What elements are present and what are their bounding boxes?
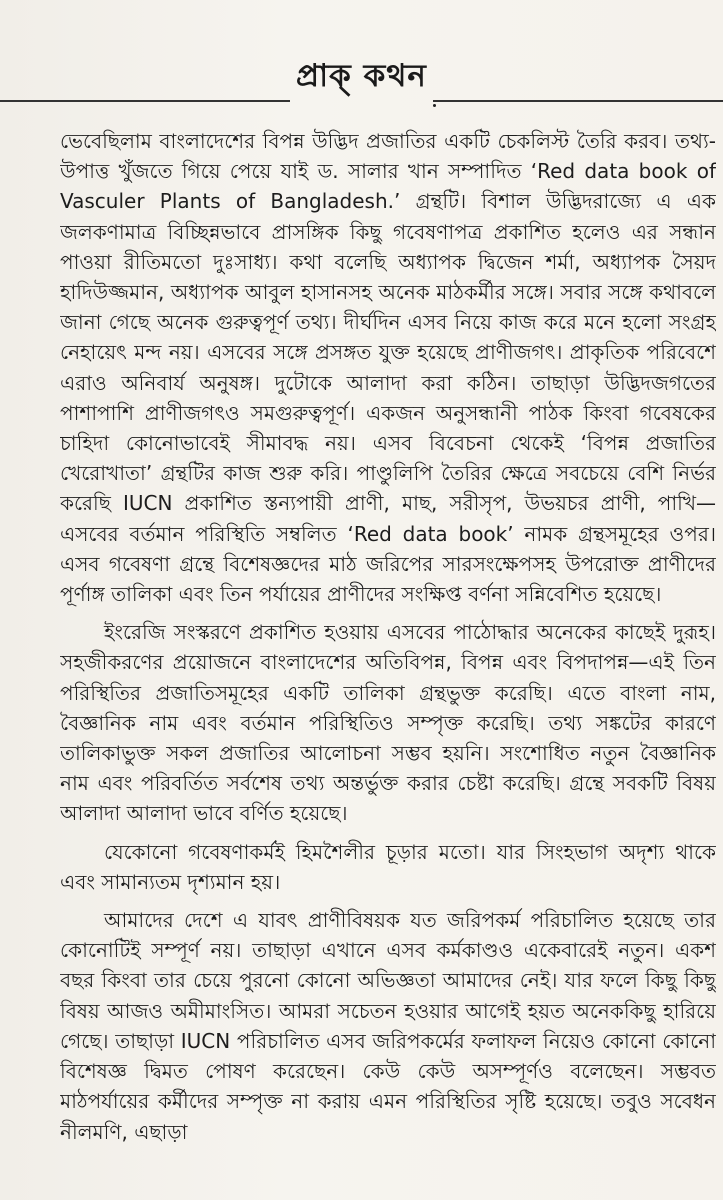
paragraph-1: ভেবেছিলাম বাংলাদেশের বিপন্ন উদ্ভিদ প্রজাতির একটি চেকলিস্ট তৈরি করব। তথ্য-উপাত্ত খুঁজতে গিয়ে পেয়ে যাই ড. সালার খান সম্পাদিত ‘Red data book of Vasculer Plants of Bangladesh.’ গ্রন্থটি। বিশাল উদ্ভিদরাজ্যে এ এক জলকণামাত্র বিচ্ছিন্নভাবে প্রাসঙ্গিক কিছু গবেষণাপত্র প্রকাশিত হলেও এর সন্ধান পাওয়া রীতিমতো দুঃসাধ্য। কথা বলেছি অধ্যাপক দ্বিজেন শর্মা, অধ্যাপক সৈয়দ হাদিউজ্জমান, অধ্যাপক আবুল হাসানসহ অনেক মাঠকর্মীর সঙ্গে। সবার সঙ্গে কথাবলে জানা গেছে অনেক গুরুত্বপূর্ণ তথ্য। দীর্ঘদিন এসব নিয়ে কাজ করে মনে হলো সংগ্রহ নেহায়েৎ মন্দ নয়। এসবের সঙ্গে প্রসঙ্গত যুক্ত হয়েছে প্রাণীজগৎ। প্রাকৃতিক পরিবেশে এরাও অনিবার্য অনুষঙ্গ। দুটোকে আলাদা করা কঠিন। তাছাড়া উদ্ভিদজগতের পাশাপাশি প্রাণীজগৎও সমগুরুত্বপূর্ণ। একজন অনুসন্ধানী পাঠক কিংবা গবেষকের চাহিদা কোনোভাবেই সীমাবদ্ধ নয়। এসব বিবেচনা থেকেই ‘বিপন্ন প্রজাতির খেরোখাতা’ গ্রন্থটির কাজ শুরু করি। পাণ্ডুলিপি তৈরির ক্ষেত্রে সবচেয়ে বেশি নির্ভর করেছি IUCN প্রকাশিত স্তন্যপায়ী প্রাণী, মাছ, সরীসৃপ, উভয়চর প্রাণী, পাখি—এসবের বর্তমান পরিস্থিতি সম্বলিত ‘Red data book’ নামক গ্রন্থসমূহের ওপর। এসব গবেষণা গ্রন্থে বিশেষজ্ঞদের মাঠ জরিপের সারসংক্ষেপসহ উপরোক্ত প্রাণীদের পূর্ণাঙ্গ তালিকা এবং তিন পর্যায়ের প্রাণীদের সংক্ষিপ্ত বর্ণনা সন্নিবেশিত হয়েছে।: [60, 129, 716, 607]
body-text: [60, 126, 716, 1176]
paragraph-4: আমাদের দেশে এ যাবৎ প্রাণীবিষয়ক যত জরিপকর্ম পরিচালিত হয়েছে তার কোনোটিই সম্পূর্ণ নয়। তাছাড়া এখানে এসব কর্মকাণ্ডও একেবারেই নতুন। একশ বছর কিংবা তার চেয়ে পুরনো কোনো অভিজ্ঞতা আমাদের নেই। যার ফলে কিছু কিছু বিষয় আজও অমীমাংসিত। আমরা সচেতন হওয়ার আগেই হয়ত অনেককিছু হারিয়ে গেছে। তাছাড়া IUCN পরিচালিত এসব জরিপকর্মের ফলাফল নিয়েও কোনো কোনো বিশেষজ্ঞ দ্বিমত পোষণ করেছেন। কেউ কেউ অসম্পূর্ণও বলেছেন। সম্ভবত মাঠপর্যায়ের কর্মীদের সম্পৃক্ত না করায় এমন পরিস্থিতির সৃষ্টি হয়েছে। তবুও সবেধন নীলমণি, এছাড়া: [60, 908, 716, 1144]
paragraph-2: ইংরেজি সংস্করণে প্রকাশিত হওয়ায় এসবের পাঠোদ্ধার অনেকের কাছেই দুরূহ। সহজীকরণের প্রয়োজনে বাংলাদেশের অতিবিপন্ন, বিপন্ন এবং বিপদাপন্ন—এই তিন পরিস্থিতির প্রজাতিসমূহের একটি তালিকা গ্রন্থভুক্ত করেছি। এতে বাংলা নাম, বৈজ্ঞানিক নাম এবং বর্তমান পরিস্থিতিও সম্পৃক্ত করেছি। তথ্য সঙ্কটের কারণে তালিকাভুক্ত সকল প্রজাতির আলোচনা সম্ভব হয়নি। সংশোধিত নতুন বৈজ্ঞানিক নাম এবং পরিবর্তিত সর্বশেষ তথ্য অন্তর্ভুক্ত করার চেষ্টা করেছি। গ্রন্থে সবকটি বিষয় আলাদা আলাদা ভাবে বর্ণিত হয়েছে।: [60, 620, 716, 826]
paragraph-3: যেকোনো গবেষণাকর্মই হিমশৈলীর চূড়ার মতো। যার সিংহভাগ অদৃশ্য থাকে এবং সামান্যতম দৃশ্যমান হয়।: [60, 839, 716, 894]
ink-dot: [433, 104, 436, 107]
page-title: প্রাক্ কথন: [296, 58, 427, 94]
title-rule-left: [0, 100, 290, 102]
title-rule-right: [433, 100, 723, 102]
